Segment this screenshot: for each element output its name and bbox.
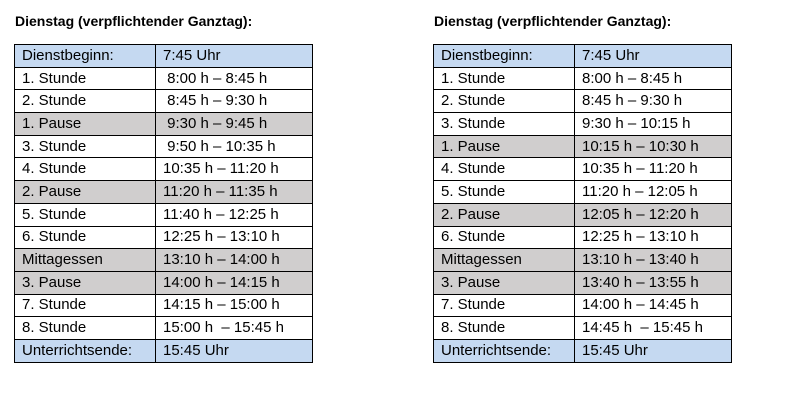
table-row	[434, 113, 732, 136]
table-row	[15, 203, 313, 226]
period-label: Mittagessen	[434, 249, 575, 272]
period-label: 2. Pause	[434, 203, 575, 226]
period-label: Unterrichtsende:	[15, 339, 156, 362]
period-label: 2. Stunde	[434, 90, 575, 113]
period-label: 3. Pause	[15, 271, 156, 294]
schedule-heading: Dienstag (verpflichtender Ganztag):	[434, 13, 672, 29]
table-row	[434, 181, 732, 204]
table-row	[15, 135, 313, 158]
period-time: 8:00 h – 8:45 h	[575, 67, 732, 90]
period-label: 8. Stunde	[434, 317, 575, 340]
period-time: 9:30 h – 10:15 h	[575, 113, 732, 136]
period-label: 1. Pause	[434, 135, 575, 158]
table-row	[434, 67, 732, 90]
table-row	[15, 45, 313, 68]
period-time: 13:40 h – 13:55 h	[575, 271, 732, 294]
schedule-heading: Dienstag (verpflichtender Ganztag):	[15, 13, 253, 29]
period-label: 6. Stunde	[434, 226, 575, 249]
table-row	[15, 294, 313, 317]
table-row	[434, 45, 732, 68]
period-label: 2. Stunde	[15, 90, 156, 113]
period-time: 14:45 h – 15:45 h	[575, 317, 732, 340]
period-time: 14:15 h – 15:00 h	[156, 294, 313, 317]
table-row	[434, 249, 732, 272]
table-row	[15, 181, 313, 204]
period-time: 11:40 h – 12:25 h	[156, 203, 313, 226]
period-time: 8:45 h – 9:30 h	[156, 90, 313, 113]
period-label: 4. Stunde	[15, 158, 156, 181]
table-row	[434, 90, 732, 113]
period-time: 10:15 h – 10:30 h	[575, 135, 732, 158]
period-label: 5. Stunde	[15, 203, 156, 226]
schedule-table	[14, 44, 313, 363]
period-time: 14:00 h – 14:15 h	[156, 271, 313, 294]
schedule-right	[433, 12, 732, 363]
table-row	[15, 67, 313, 90]
table-row	[434, 317, 732, 340]
period-time: 10:35 h – 11:20 h	[575, 158, 732, 181]
period-time: 9:30 h – 9:45 h	[156, 113, 313, 136]
table-row	[15, 90, 313, 113]
period-label: 4. Stunde	[434, 158, 575, 181]
period-label: 1. Pause	[15, 113, 156, 136]
table-row	[15, 158, 313, 181]
period-time: 15:45 Uhr	[575, 339, 732, 362]
period-label: 7. Stunde	[434, 294, 575, 317]
table-row	[15, 113, 313, 136]
table-row	[434, 271, 732, 294]
table-row	[434, 339, 732, 362]
table-row	[434, 203, 732, 226]
table-row	[15, 317, 313, 340]
table-row	[15, 339, 313, 362]
period-label: 5. Stunde	[434, 181, 575, 204]
period-label: 8. Stunde	[15, 317, 156, 340]
period-label: Dienstbeginn:	[434, 45, 575, 68]
period-label: Mittagessen	[15, 249, 156, 272]
period-label: Dienstbeginn:	[15, 45, 156, 68]
period-time: 13:10 h – 13:40 h	[575, 249, 732, 272]
period-time: 8:45 h – 9:30 h	[575, 90, 732, 113]
period-time: 7:45 Uhr	[575, 45, 732, 68]
period-label: 2. Pause	[15, 181, 156, 204]
table-row	[15, 249, 313, 272]
table-row	[434, 294, 732, 317]
period-time: 14:00 h – 14:45 h	[575, 294, 732, 317]
schedule-left	[14, 12, 313, 363]
table-row	[434, 135, 732, 158]
period-time: 12:05 h – 12:20 h	[575, 203, 732, 226]
period-label: 3. Stunde	[15, 135, 156, 158]
period-time: 9:50 h – 10:35 h	[156, 135, 313, 158]
period-label: 3. Stunde	[434, 113, 575, 136]
table-row	[434, 226, 732, 249]
period-time: 12:25 h – 13:10 h	[156, 226, 313, 249]
period-label: 6. Stunde	[15, 226, 156, 249]
period-time: 7:45 Uhr	[156, 45, 313, 68]
period-time: 12:25 h – 13:10 h	[575, 226, 732, 249]
period-time: 10:35 h – 11:20 h	[156, 158, 313, 181]
period-label: 1. Stunde	[434, 67, 575, 90]
period-time: 11:20 h – 11:35 h	[156, 181, 313, 204]
period-time: 15:45 Uhr	[156, 339, 313, 362]
period-time: 15:00 h – 15:45 h	[156, 317, 313, 340]
table-row	[15, 226, 313, 249]
period-label: Unterrichtsende:	[434, 339, 575, 362]
schedule-table	[433, 44, 732, 363]
period-label: 3. Pause	[434, 271, 575, 294]
period-label: 1. Stunde	[15, 67, 156, 90]
table-row	[434, 158, 732, 181]
period-label: 7. Stunde	[15, 294, 156, 317]
period-time: 13:10 h – 14:00 h	[156, 249, 313, 272]
table-row	[15, 271, 313, 294]
period-time: 8:00 h – 8:45 h	[156, 67, 313, 90]
period-time: 11:20 h – 12:05 h	[575, 181, 732, 204]
